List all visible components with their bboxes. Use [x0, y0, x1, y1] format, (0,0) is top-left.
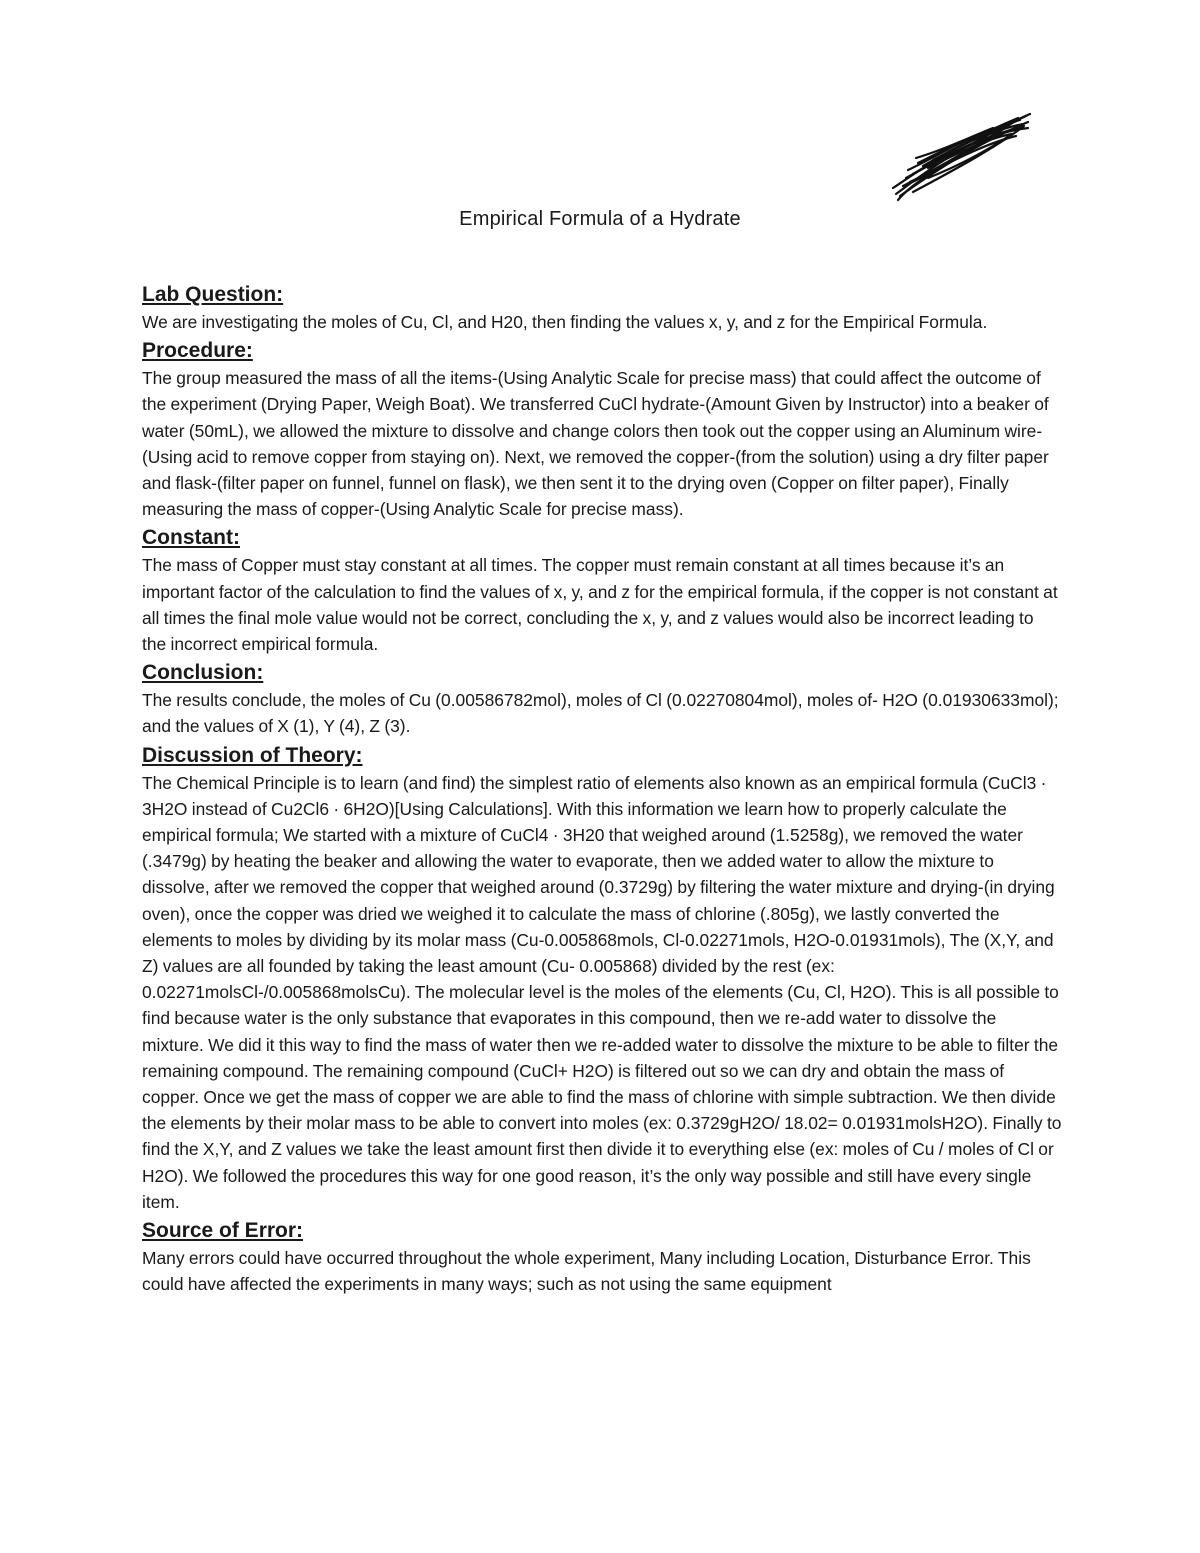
section-text: The Chemical Principle is to learn (and find) the simplest ratio of elements also known as an empirical formula (CuCl3 · 3H2O instead of Cu2Cl6 · 6H2O)[Using Calculations]. With this information we learn how to properly calculate the empirical formula; We started with a mixture of CuCl4 · 3H20 that weighed around (1.5258g), we removed the water (.3479g) by heating the beaker and allowing the water to evaporate, then we added water to allow the mixture to dissolve, after we removed the copper that weighed around (0.3729g) by filtering the water mixture and drying-(in drying oven), once the copper was dried we weighed it to calculate the mass of chlorine (.805g), we lastly converted the elements to moles by dividing by its molar mass (Cu-0.005868mols, Cl-0.02271mols, H2O-0.01931mols), The (X,Y, and Z) values are all founded by taking the least amount (Cu- 0.005868) divided by the rest (ex: 0.02271molsCl-/0.005868molsCu). The molecular level is the moles of the elements (Cu, Cl, H2O). This is all possible to find because water is the only substance that evaporates in this compound, then we re-add water to dissolve the mixture. We did it this way to find the mass of water then we re-added water to dissolve the mixture to be able to filter the remaining compound. The remaining compound (CuCl+ H2O) is filtered out so we can dry and obtain the mass of copper. Once we get the mass of copper we are able to find the mass of chlorine with simple subtraction. We then divide the elements by their molar mass to be able to convert into moles (ex: 0.3729gH2O/ 18.02= 0.01931molsH2O). Finally to find the X,Y, and Z values we take the least amount first then divide it to everything else (ex: moles of Cu / moles of Cl or H2O). We followed the procedures this way for one good reason, it’s the only way possible and still have every single item.	[142, 772, 1062, 1212]
section-heading: Lab Question:	[142, 283, 284, 306]
document-body	[142, 281, 1062, 1300]
document-title: Empirical Formula of a Hydrate	[459, 208, 741, 230]
section-text: We are investigating the moles of Cu, Cl, and H20, then finding the values x, y, and z for the Empirical Formula.	[142, 312, 988, 332]
section-text: The mass of Copper must stay constant at all times. The copper must remain constant at all times because it’s an important factor of the calculation to find the values of x, y, and z for the empirical formula, if the copper is not constant at all times the final mole value would not be correct, concluding the x, y, and z values would also be incorrect leading to the incorrect empirical formula.	[142, 555, 1058, 655]
section-constant	[142, 524, 1062, 657]
section-heading: Discussion of Theory:	[142, 743, 363, 767]
section-source-of-error	[142, 1217, 1062, 1297]
section-text: Many errors could have occurred throughout the whole experiment, Many including Location, Disturbance Error. This could have affected the experiments in many ways; such as not using the same equipment	[142, 1248, 1031, 1295]
section-procedure	[142, 337, 1062, 522]
scribble-mark	[888, 108, 1033, 203]
section-lab-question	[142, 281, 1062, 335]
section-text: The group measured the mass of all the items-(Using Analytic Scale for precise mass) that could affect the outcome of the experiment (Drying Paper, Weigh Boat). We transferred CuCl hydrate-(Amount Given by Instructor) into a beaker of water (50mL), we allowed the mixture to dissolve and change colors then took out the copper using an Aluminum wire-(Using acid to remove copper from staying on). Next, we removed the copper-(from the solution) using a dry filter paper and flask-(filter paper on funnel, funnel on flask), we then sent it to the drying oven (Copper on filter paper), Finally measuring the mass of copper-(Using Analytic Scale for precise mass).	[142, 368, 1049, 520]
section-conclusion	[142, 659, 1062, 739]
section-text: The results conclude, the moles of Cu (0.00586782mol), moles of Cl (0.02270804mol), moles of- H2O (0.01930633mol); and the values of X (1), Y (4), Z (3).	[142, 690, 1059, 737]
section-discussion-of-theory	[142, 742, 1062, 1215]
section-heading: Source of Error:	[142, 1219, 304, 1243]
section-heading: Conclusion:	[142, 661, 264, 685]
section-heading: Constant:	[142, 526, 240, 550]
section-heading: Procedure:	[142, 339, 253, 363]
